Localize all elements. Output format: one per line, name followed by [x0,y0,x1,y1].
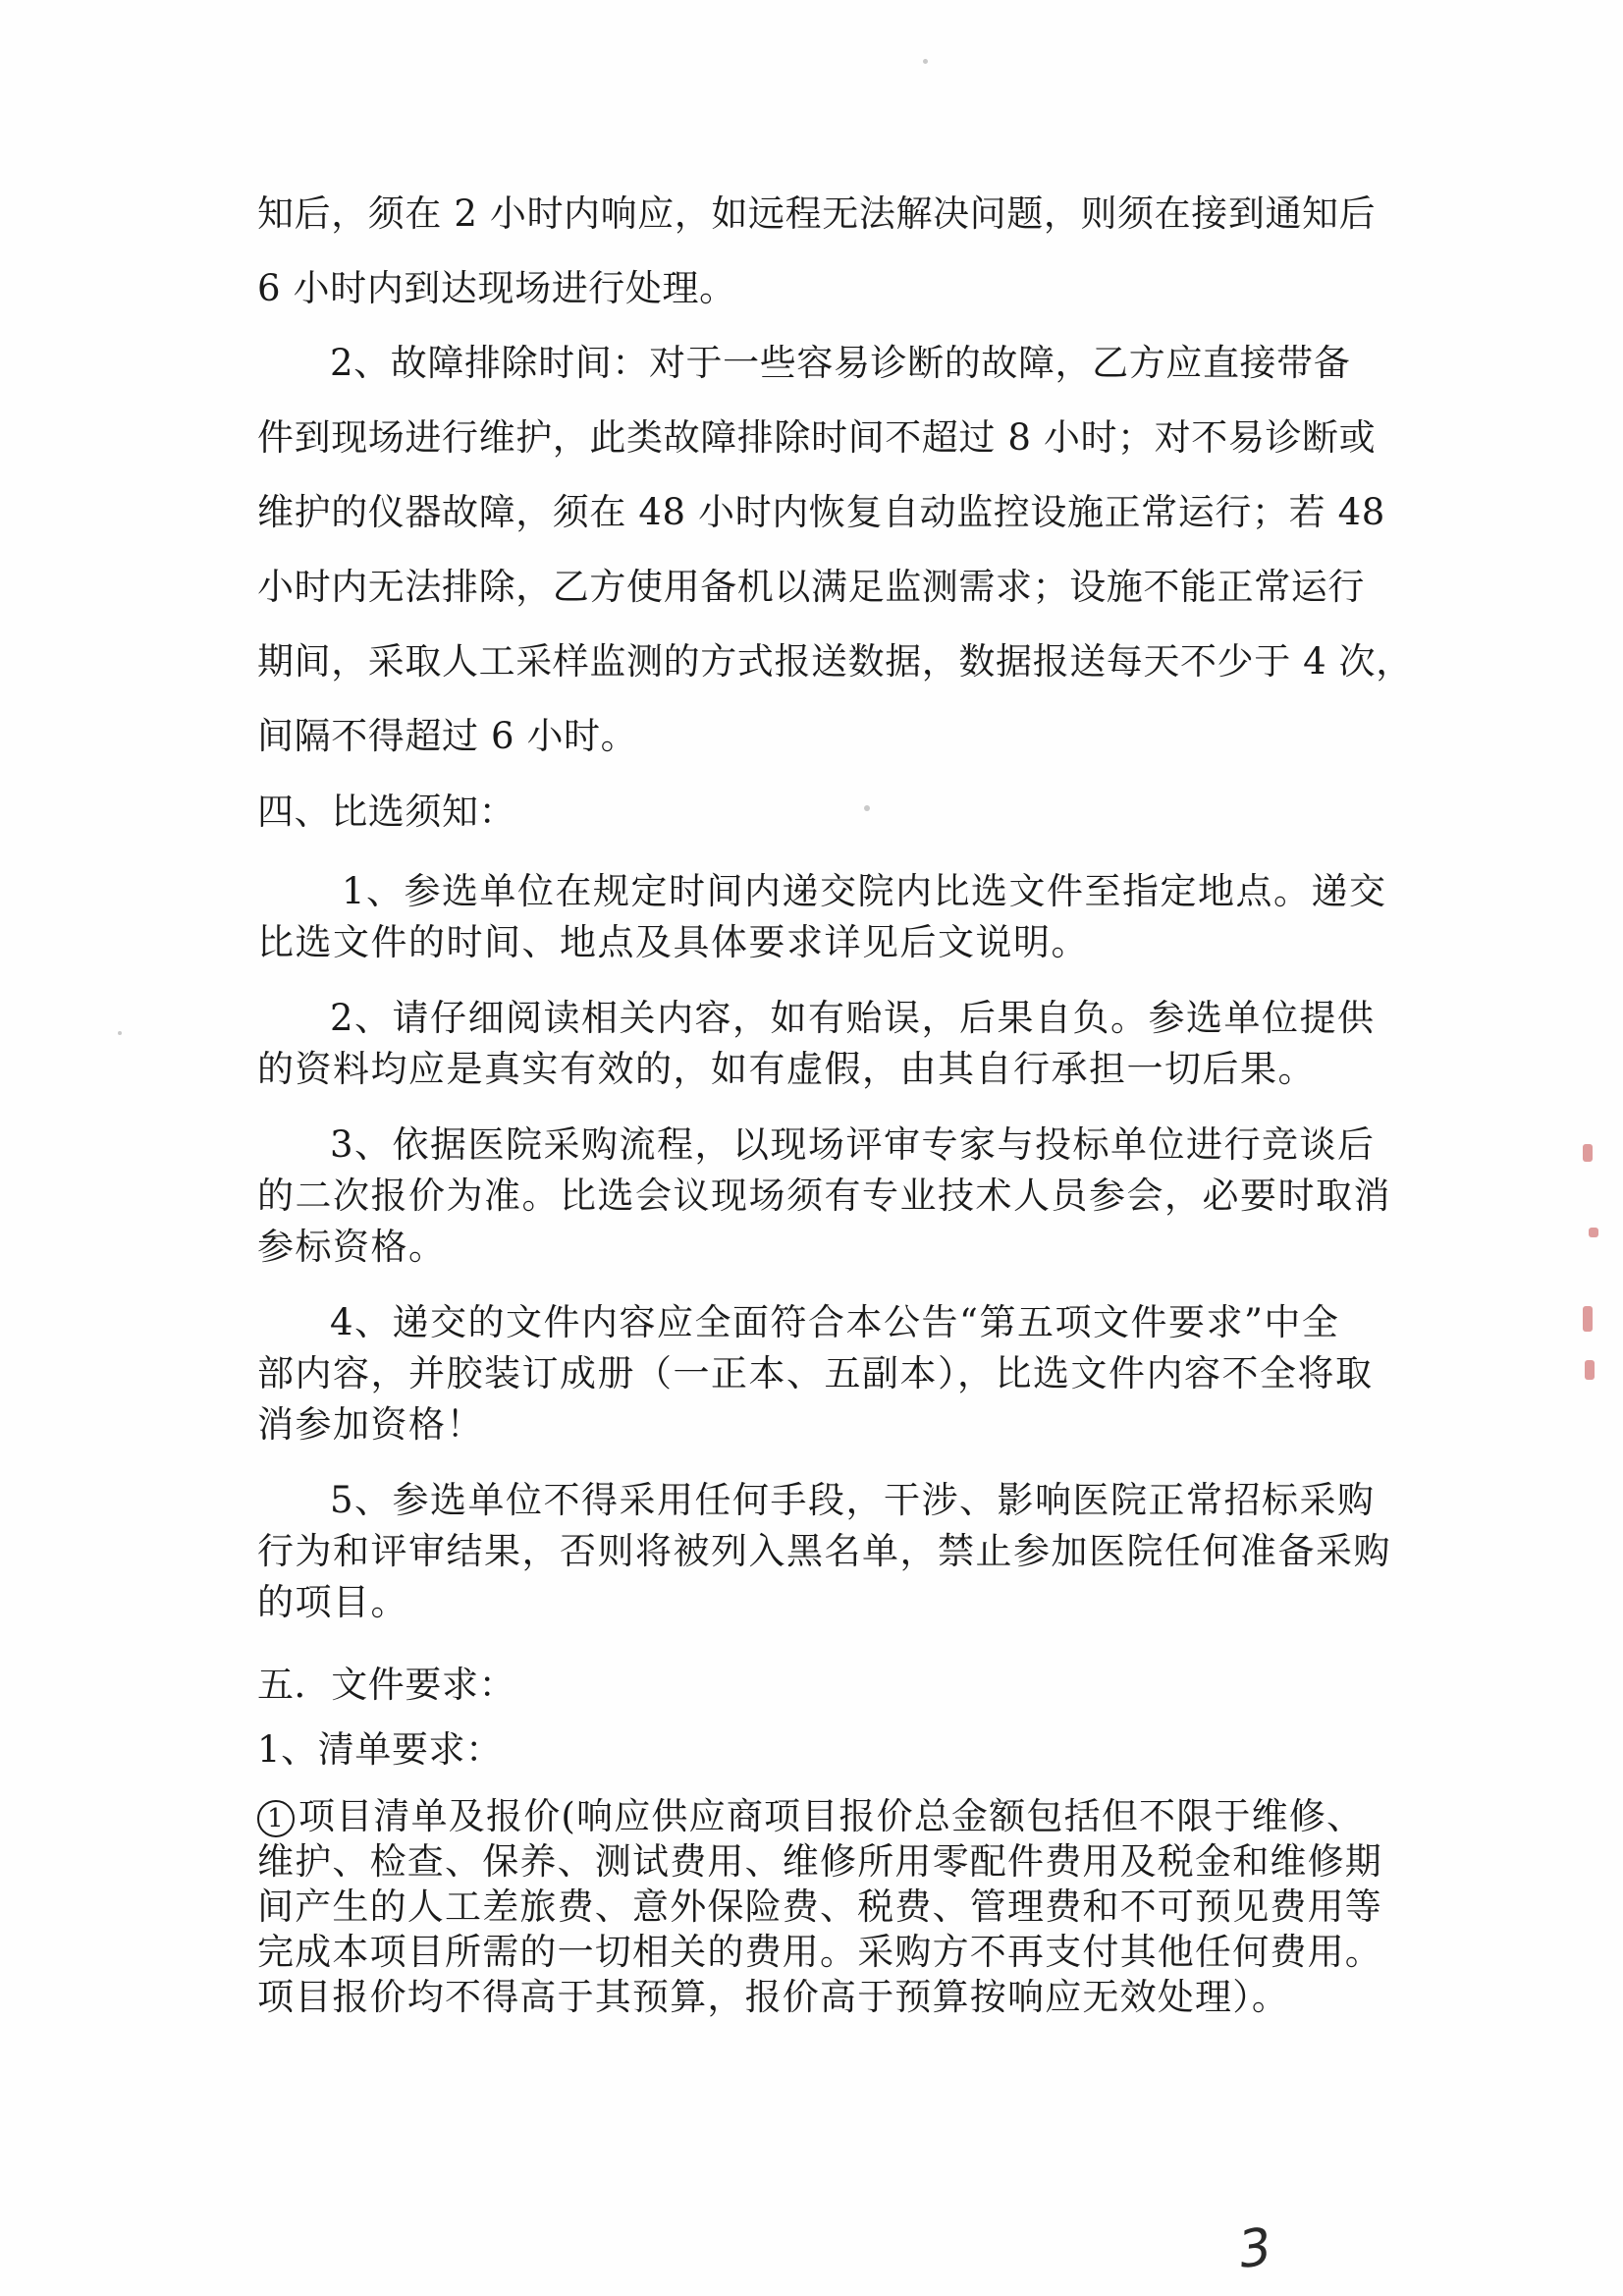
text-line [257,1794,1396,1839]
text-line: 行为和评审结果，否则将被列入黑名单，禁止参加医院任何准备采购 [257,1530,1391,1572]
text-line: 比选文件的时间、地点及具体要求详见后文说明。 [257,921,1089,963]
sub-heading-list-requirements: 1、清单要求： [257,1728,503,1771]
page-number: 3 [1234,2216,1276,2281]
text-line: 6 小时内到达现场进行处理。 [257,267,736,309]
scan-speck [864,805,870,811]
file-requirements-section [257,1653,1396,1782]
text-line: 2、故障排除时间：对于一些容易诊断的故障，乙方应直接带备 [330,342,1351,384]
text-line: 的项目。 [257,1581,408,1623]
text-line: 的二次报价为准。比选会议现场须有专业技术人员参会，必要时取消 [257,1175,1391,1217]
text-line: 1、参选单位在规定时间内递交院内比选文件至指定地点。递交 [342,870,1387,912]
text-line: 参标资格。 [257,1226,447,1268]
text-span: 项目清单及报价(响应供应商项目报价总金额包括但不限于维修、 [298,1795,1365,1837]
maintenance-section [257,177,1413,774]
notice-item-1 [257,866,1396,968]
seal-fragment [1583,1306,1593,1332]
scan-speck [118,1031,122,1035]
circled-number-marker: 1 [257,1800,295,1837]
text-line: 小时内无法排除，乙方使用备机以满足监测需求；设施不能正常运行 [257,566,1365,608]
text-line: 间隔不得超过 6 小时。 [257,715,638,757]
text-line: 3、依据医院采购流程，以现场评审专家与投标单位进行竞谈后 [330,1123,1376,1166]
section-heading-four: 四、比选须知： [257,791,516,833]
notice-item-2 [257,993,1396,1095]
section-heading-five: 五．文件要求： [257,1664,516,1706]
text-line: 4、递交的文件内容应全面符合本公告“第五项文件要求”中全 [330,1301,1340,1343]
text-line: 5、参选单位不得采用任何手段，干涉、影响医院正常招标采购 [330,1479,1376,1521]
text-line: 的资料均应是真实有效的，如有虚假，由其自行承担一切后果。 [257,1048,1316,1090]
text-line: 消参加资格！ [257,1403,484,1446]
text-line: 项目报价均不得高于其预算，报价高于预算按响应无效处理）。 [257,1976,1290,2018]
seal-fragment [1583,1144,1593,1162]
selection-notice-section [257,866,1396,1628]
notice-item-5 [257,1475,1396,1628]
text-line: 维护、检查、保养、测试费用、维修所用零配件费用及税金和维修期 [257,1840,1382,1883]
scan-speck [923,59,928,64]
notice-item-4 [257,1297,1396,1450]
text-line: 间产生的人工差旅费、意外保险费、税费、管理费和不可预见费用等 [257,1886,1382,1928]
list-requirement-item [257,1794,1396,2020]
seal-fragment [1585,1360,1595,1380]
seal-fragment [1589,1228,1598,1237]
text-line: 件到现场进行维护，此类故障排除时间不超过 8 小时；对不易诊断或 [257,416,1377,459]
notice-item-3 [257,1120,1396,1273]
text-line: 维护的仪器故障，须在 48 小时内恢复自动监控设施正常运行；若 48 [257,491,1385,533]
text-line: 期间，采取人工采样监测的方式报送数据，数据报送每天不少于 4 次， [257,640,1413,683]
text-line: 完成本项目所需的一切相关的费用。采购方不再支付其他任何费用。 [257,1931,1382,1973]
text-line: 知后，须在 2 小时内响应，如远程无法解决问题，则须在接到通知后 [257,192,1377,235]
text-line: 部内容，并胶装订成册（一正本、五副本），比选文件内容不全将取 [257,1352,1374,1394]
document-body [257,177,1413,2020]
text-line: 2、请仔细阅读相关内容，如有贻误，后果自负。参选单位提供 [330,997,1376,1039]
